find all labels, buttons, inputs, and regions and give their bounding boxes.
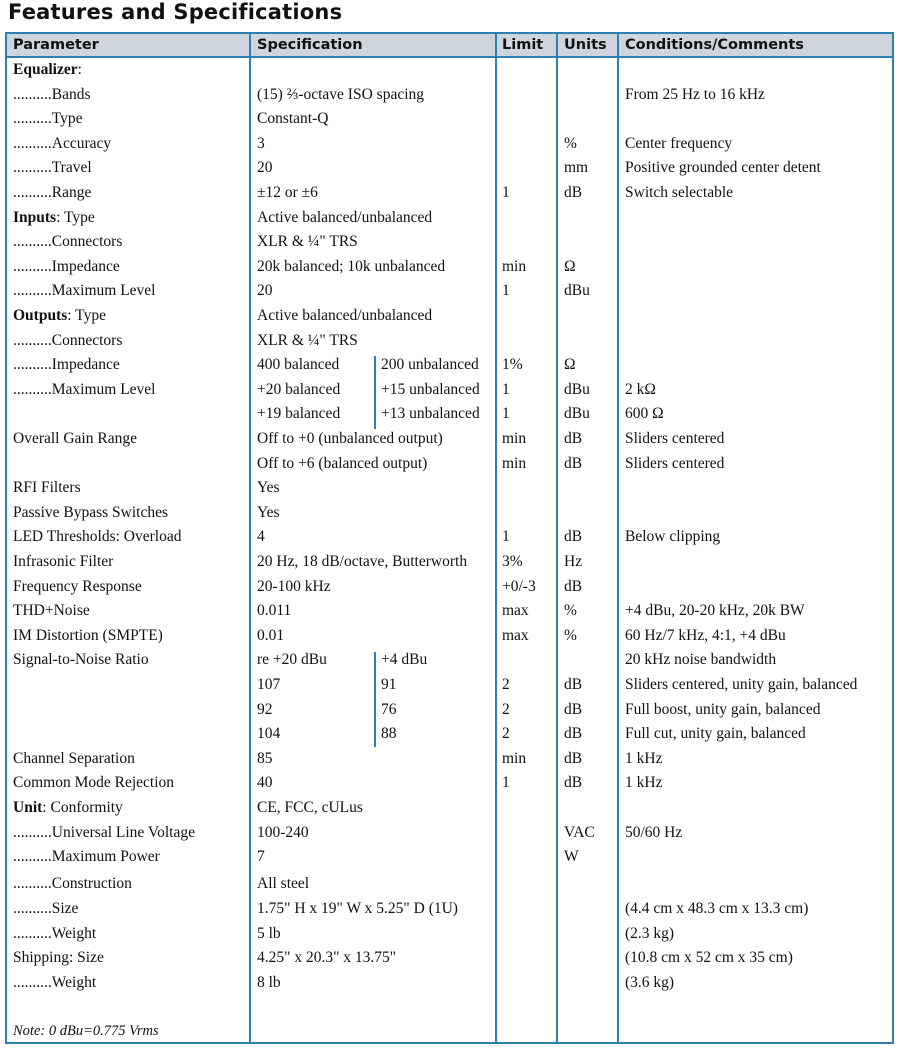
- footnote: Note: 0 dBu=0.775 Vrms: [13, 1023, 159, 1039]
- parameter-label: : Conformity: [42, 799, 123, 816]
- parameter-cell: [13, 599, 90, 624]
- parameter-label: THD+Noise: [13, 602, 90, 620]
- parameter-label: ..........Maximum Level: [13, 380, 156, 398]
- parameter-label: ..........Maximum Power: [13, 848, 160, 866]
- table-row: [7, 107, 892, 132]
- specification-cell: +19 balanced: [257, 405, 341, 423]
- parameter-cell: [13, 624, 163, 649]
- units-cell: dB: [564, 184, 583, 201]
- table-row: [7, 304, 892, 329]
- specification-cell: 5 lb: [257, 924, 281, 942]
- parameter-cell: [13, 845, 160, 870]
- table-row: [7, 946, 892, 971]
- parameter-label: ..........Travel: [13, 159, 92, 177]
- table-row: [7, 698, 892, 723]
- specification-cell: 40: [257, 774, 273, 792]
- limit-cell: 1: [502, 380, 510, 398]
- parameter-label: IM Distortion (SMPTE): [13, 626, 163, 644]
- table-header: [7, 34, 892, 58]
- parameter-label: : Type: [56, 208, 95, 226]
- specification-subcell: +4 dBu: [381, 651, 428, 669]
- parameter-label: ..........Impedance: [13, 257, 120, 275]
- parameter-label: ..........Weight: [13, 973, 97, 991]
- units-cell: %: [564, 626, 577, 644]
- specification-cell: 4.25" x 20.3" x 13.75": [257, 949, 397, 967]
- specification-subcell: 200 unbalanced: [381, 356, 479, 374]
- parameter-cell: [13, 821, 195, 846]
- comments-cell: 2 kΩ: [625, 380, 656, 398]
- specification-cell: 20: [257, 159, 273, 177]
- comments-cell: 20 kHz noise bandwidth: [625, 651, 777, 669]
- limit-cell: max: [502, 602, 529, 620]
- table-row: [7, 845, 892, 870]
- specification-subcell: +13 unbalanced: [381, 405, 480, 423]
- comments-cell: Sliders centered: [625, 430, 725, 447]
- limit-cell: 1%: [502, 356, 523, 374]
- table-row: [7, 452, 892, 477]
- parameter-cell: [13, 255, 120, 280]
- table-row: [7, 427, 892, 452]
- limit-cell: 2: [502, 725, 510, 743]
- parameter-label: Frequency Response: [13, 577, 142, 595]
- comments-cell: Sliders centered, unity gain, balanced: [625, 676, 858, 693]
- parameter-label: ..........Range: [13, 184, 92, 201]
- parameter-cell: [13, 747, 135, 772]
- parameter-cell: [13, 971, 96, 996]
- table-row: [7, 796, 892, 821]
- parameter-label: ..........Impedance: [13, 356, 120, 374]
- table-row: [7, 897, 892, 922]
- parameter-label: Common Mode Rejection: [13, 774, 175, 792]
- table-row: [7, 624, 892, 649]
- parameter-label: ..........Type: [13, 110, 83, 128]
- table-row: [7, 58, 892, 83]
- table-row: [7, 673, 892, 698]
- specification-cell: 7: [257, 848, 265, 866]
- comments-cell: (10.8 cm x 52 cm x 35 cm): [625, 949, 793, 967]
- specification-cell: XLR & ¼" TRS: [257, 233, 358, 251]
- specification-cell: 20 Hz, 18 dB/octave, Butterworth: [257, 553, 468, 570]
- units-cell: dB: [564, 577, 583, 595]
- table-row: [7, 329, 892, 354]
- specification-cell: CE, FCC, cULus: [257, 799, 363, 816]
- units-cell: VAC: [564, 823, 595, 841]
- comments-cell: Center frequency: [625, 134, 733, 152]
- parameter-cell: [13, 304, 106, 329]
- limit-cell: 1: [502, 405, 510, 423]
- table-row: [7, 771, 892, 796]
- specification-subcell: 91: [381, 676, 397, 693]
- parameter-label: Signal-to-Noise Ratio: [13, 651, 149, 669]
- comments-cell: Positive grounded center detent: [625, 159, 821, 177]
- table-row: [7, 132, 892, 157]
- comments-cell: Switch selectable: [625, 184, 734, 201]
- comments-cell: Below clipping: [625, 528, 721, 546]
- units-cell: Ω: [564, 257, 576, 275]
- units-cell: dB: [564, 700, 583, 718]
- specification-cell: 400 balanced: [257, 356, 340, 374]
- table-row: [7, 206, 892, 231]
- sub-column-divider: [374, 652, 376, 747]
- comments-cell: 1 kHz: [625, 774, 663, 792]
- specification-subcell: 76: [381, 700, 397, 718]
- units-cell: dB: [564, 676, 583, 693]
- specification-cell: +20 balanced: [257, 380, 341, 398]
- parameter-cell: [13, 156, 92, 181]
- parameter-cell: [13, 550, 113, 575]
- page-title: Features and Specifications: [8, 0, 343, 24]
- specification-cell: Off to +6 (balanced output): [257, 454, 428, 472]
- specification-cell: 3: [257, 134, 265, 152]
- specification-cell: 100-240: [257, 823, 309, 841]
- parameter-cell: [13, 279, 156, 304]
- specification-cell: Active balanced/unbalanced: [257, 307, 433, 324]
- comments-cell: 600 Ω: [625, 405, 664, 423]
- comments-cell: (3.6 kg): [625, 973, 675, 991]
- table-row: [7, 279, 892, 304]
- specification-subcell: +15 unbalanced: [381, 380, 480, 398]
- specification-cell: Yes: [257, 503, 280, 521]
- table-row: [7, 971, 892, 996]
- parameter-group-label: Unit: [13, 799, 43, 816]
- parameter-label: Shipping: Size: [13, 949, 104, 967]
- parameter-label: : Type: [67, 307, 106, 324]
- limit-cell: 1: [502, 528, 510, 546]
- parameter-cell: [13, 525, 181, 550]
- units-cell: dB: [564, 454, 583, 472]
- parameter-cell: [13, 107, 83, 132]
- header-specification: Specification: [257, 37, 363, 53]
- specification-cell: 104: [257, 725, 281, 743]
- parameter-label: ..........Bands: [13, 85, 91, 103]
- limit-cell: 1: [502, 774, 510, 792]
- parameter-cell: [13, 771, 174, 796]
- parameter-cell: [13, 575, 142, 600]
- table-row: [7, 872, 892, 897]
- sub-column-divider: [374, 356, 376, 429]
- comments-cell: Full boost, unity gain, balanced: [625, 700, 821, 718]
- parameter-cell: [13, 922, 96, 947]
- parameter-label: RFI Filters: [13, 479, 81, 497]
- parameter-label: ..........Construction: [13, 875, 132, 893]
- units-cell: mm: [564, 159, 589, 177]
- header-parameter: Parameter: [13, 37, 99, 53]
- parameter-label: ..........Size: [13, 899, 79, 917]
- specification-cell: Off to +0 (unbalanced output): [257, 430, 443, 447]
- limit-cell: 3%: [502, 553, 523, 570]
- limit-cell: 1: [502, 282, 510, 300]
- table-row: [7, 156, 892, 181]
- parameter-cell: [13, 132, 111, 157]
- specification-cell: XLR & ¼" TRS: [257, 331, 358, 349]
- specification-cell: 1.75" H x 19" W x 5.25" D (1U): [257, 899, 458, 917]
- table-row: [7, 648, 892, 673]
- specification-subcell: 88: [381, 725, 397, 743]
- specification-cell: 20: [257, 282, 273, 300]
- table-row: [7, 255, 892, 280]
- specification-cell: 20-100 kHz: [257, 577, 331, 595]
- comments-cell: 60 Hz/7 kHz, 4:1, +4 dBu: [625, 626, 786, 644]
- parameter-label: ..........Universal Line Voltage: [13, 823, 195, 841]
- table-row: [7, 575, 892, 600]
- units-cell: Hz: [564, 553, 583, 570]
- specification-cell: All steel: [257, 875, 310, 893]
- specification-cell: 0.01: [257, 626, 285, 644]
- parameter-cell: [13, 872, 132, 897]
- table-row: [7, 83, 892, 108]
- limit-cell: 2: [502, 676, 510, 693]
- specification-cell: 92: [257, 700, 273, 718]
- units-cell: dBu: [564, 405, 590, 423]
- specification-cell: 85: [257, 749, 273, 767]
- parameter-label: Infrasonic Filter: [13, 553, 114, 570]
- units-cell: dB: [564, 725, 583, 743]
- specification-cell: Constant-Q: [257, 110, 329, 128]
- units-cell: dB: [564, 430, 583, 447]
- comments-cell: (2.3 kg): [625, 924, 675, 942]
- units-cell: %: [564, 134, 577, 152]
- limit-cell: +0/-3: [502, 577, 536, 595]
- parameter-label: ..........Connectors: [13, 331, 123, 349]
- parameter-cell: [13, 230, 122, 255]
- specification-cell: re +20 dBu: [257, 651, 327, 669]
- table-row: [7, 747, 892, 772]
- table-row: [7, 821, 892, 846]
- parameter-cell: [13, 181, 91, 206]
- comments-cell: (4.4 cm x 48.3 cm x 13.3 cm): [625, 899, 809, 917]
- header-units: Units: [564, 37, 607, 53]
- comments-cell: 1 kHz: [625, 749, 663, 767]
- parameter-label: ..........Connectors: [13, 233, 123, 251]
- parameter-cell: [13, 378, 156, 403]
- specification-cell: 8 lb: [257, 973, 281, 991]
- specification-cell: 20k balanced; 10k unbalanced: [257, 257, 446, 275]
- units-cell: %: [564, 602, 577, 620]
- specification-cell: Yes: [257, 479, 280, 497]
- limit-cell: 2: [502, 700, 510, 718]
- comments-cell: Sliders centered: [625, 454, 725, 472]
- limit-cell: 1: [502, 184, 510, 201]
- table-row: [7, 501, 892, 526]
- parameter-cell: [13, 946, 104, 971]
- table-row: [7, 402, 892, 427]
- parameter-label: ..........Accuracy: [13, 134, 112, 152]
- limit-cell: max: [502, 626, 529, 644]
- specification-cell: 107: [257, 676, 281, 693]
- units-cell: Ω: [564, 356, 576, 374]
- parameter-label: Overall Gain Range: [13, 430, 137, 447]
- units-cell: W: [564, 848, 579, 866]
- table-row: [7, 353, 892, 378]
- parameter-cell: [13, 897, 78, 922]
- parameter-cell: [13, 648, 149, 673]
- table-row: [7, 722, 892, 747]
- limit-cell: min: [502, 430, 527, 447]
- units-cell: dB: [564, 749, 583, 767]
- parameter-cell: [13, 501, 168, 526]
- specification-cell: 0.011: [257, 602, 292, 620]
- parameter-cell: [13, 353, 120, 378]
- units-cell: dB: [564, 528, 583, 546]
- parameter-group-label: Equalizer: [13, 61, 78, 78]
- comments-cell: 50/60 Hz: [625, 823, 683, 841]
- parameter-cell: [13, 796, 123, 821]
- table-row: [7, 599, 892, 624]
- specification-cell: Active balanced/unbalanced: [257, 208, 433, 226]
- table-row: [7, 378, 892, 403]
- limit-cell: min: [502, 257, 527, 275]
- header-limit: Limit: [502, 37, 544, 53]
- parameter-label: ..........Maximum Level: [13, 282, 156, 300]
- parameter-label: LED Thresholds: Overload: [13, 528, 182, 546]
- table-row: [7, 922, 892, 947]
- specification-cell: ±12 or ±6: [257, 184, 318, 201]
- units-cell: dBu: [564, 282, 590, 300]
- parameter-label: :: [77, 61, 82, 78]
- specification-cell: (15) ⅔-octave ISO spacing: [257, 85, 425, 103]
- limit-cell: min: [502, 749, 527, 767]
- table-row: [7, 525, 892, 550]
- parameter-cell: [13, 206, 95, 231]
- comments-cell: +4 dBu, 20-20 kHz, 20k BW: [625, 602, 805, 620]
- table-row: [7, 181, 892, 206]
- parameter-cell: [13, 427, 137, 452]
- table-row: [7, 230, 892, 255]
- units-cell: dBu: [564, 380, 590, 398]
- limit-cell: min: [502, 454, 527, 472]
- table-row: [7, 476, 892, 501]
- parameter-cell: [13, 58, 82, 83]
- parameter-group-label: Outputs: [13, 307, 68, 324]
- header-comments: Conditions/Comments: [625, 37, 804, 53]
- parameter-label: Passive Bypass Switches: [13, 503, 168, 521]
- parameter-cell: [13, 476, 81, 501]
- parameter-label: Channel Separation: [13, 749, 135, 767]
- specification-cell: 4: [257, 528, 265, 546]
- units-cell: dB: [564, 774, 583, 792]
- parameter-cell: [13, 83, 91, 108]
- specifications-table: [5, 32, 894, 1044]
- parameter-group-label: Inputs: [13, 208, 57, 226]
- parameter-cell: [13, 329, 122, 354]
- table-row: [7, 550, 892, 575]
- parameter-label: ..........Weight: [13, 924, 97, 942]
- comments-cell: Full cut, unity gain, balanced: [625, 725, 806, 743]
- comments-cell: From 25 Hz to 16 kHz: [625, 85, 765, 103]
